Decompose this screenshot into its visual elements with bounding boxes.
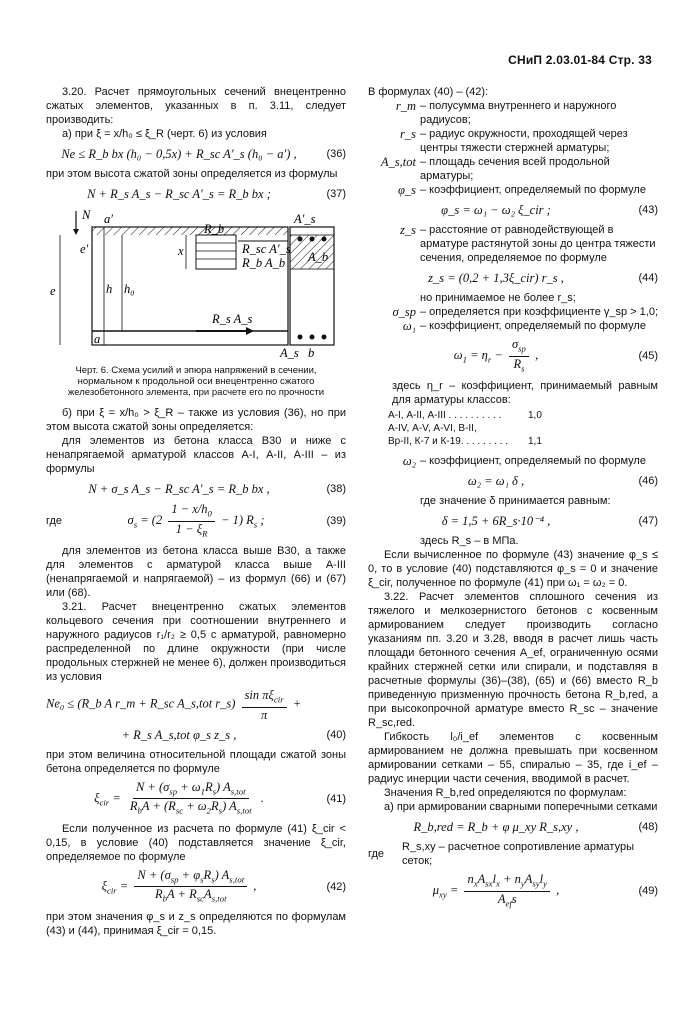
definition-sigma (368, 305, 658, 333)
def-astot-symbol: A_s,tot (380, 155, 416, 169)
if-43-text: Если вычисленное по формуле (43) значение φ_s ≤ 0, то в условие (40) подставляются φ_s = 0 и значение ξ_cir, полученное по формуле (41) при ω₁ = ω₂ = 0. (368, 549, 658, 589)
case-b-text: б) при ξ = x/h₀ > ξ_R – также из условия (36), но при этом высота сжатой зоны определяется: (46, 407, 346, 433)
equation-36-number: (36) (326, 148, 346, 160)
where-label: где (46, 515, 63, 527)
equation-44-body: z_s = (0,2 + 1,3ξ_cir) r_s , (428, 271, 564, 285)
equation-44 (368, 269, 658, 287)
equation-40 (46, 688, 346, 722)
here-rs-text: здесь R_s – в МПа. (420, 535, 519, 547)
equation-41 (46, 780, 346, 818)
def-sigma-symbol: σ_sp (392, 305, 416, 319)
equation-39-number: (39) (326, 515, 346, 527)
values-text: Значения R_b,red определяются по формулам: (384, 787, 627, 799)
label-x: x (178, 244, 184, 258)
equation-39 (46, 502, 346, 540)
equation-41-number: (41) (326, 792, 346, 805)
equation-39-body: $\sigma_s = (2$ $\frac{1 - x/h_0}{1 - \xi_R}$ − 1) $R_s$ ; (127, 502, 265, 538)
section-3-21: 3.21. Расчет внецентренно сжатых элементов кольцевого сечения при соотношении внутреннего и наружного радиусов r₁/r₂ ≥ 0,5 с арматурой, равномерно распределенной по длине окружности (при числе продольных стержней не менее 6), должен производиться из условия (46, 601, 346, 683)
section-3-22: 3.22. Расчет элементов сплошного сечения из тяжелого и мелкозернистого бетонов с косвенным армированием следует производить согласно указаниям пп. 3.20 и 3.28, вводя в расчет лишь часть площади бетонного сечения A_ef, ограниченную осями крайних стержней сетки или спирали, и подставляя в расчетные формулы (36)–(38), (65) и (66) вместо R_b приведенную призменную прочность бетона R_b,red, а при высокопрочной арматуре вместо R_sc – значение R_sc,red. (368, 591, 658, 729)
label-n: N (82, 209, 91, 222)
def-rm-symbol: r_m (395, 99, 416, 113)
equation-48-number: (48) (638, 821, 658, 833)
label-as-prime: A′_s (294, 212, 316, 226)
equation-40-part-a: Ne₀ ≤ (R_b A r_m + R_sc A_s,tot r_s) (46, 696, 236, 711)
case-a-mesh-text: а) при армировании сварными поперечными сетками (384, 801, 658, 813)
right-column (368, 85, 658, 914)
def-zs-text: – расстояние от равнодействующей в арматуре растянутой зоны до центра тяжести сечения, определяемое по формуле (420, 224, 656, 264)
label-e: e (50, 284, 56, 298)
table-row: А-IV, А-V, А-VI, В-II, (388, 423, 477, 434)
label-rsc-as: R_sc A′_s (242, 242, 291, 256)
equation-49-number: (49) (638, 885, 658, 897)
table-row: Вр-II, К-7 и К-19. . . . . . . . . 1,1 (388, 436, 542, 447)
equation-47-number: (47) (638, 515, 658, 527)
equation-48 (368, 818, 658, 836)
for-b30-text: для элементов из бетона класса В30 и ниже с ненапрягаемой арматурой классов А-I, А-II, А-III – из формулы (46, 435, 346, 475)
def-zs-symbol: z_s (400, 223, 416, 237)
where-delta-text: где значение δ принимается равным: (420, 495, 611, 507)
if-41-text: Если полученное из расчета по формуле (41) ξ_cir < 0,15, в условие (40) подставляется значение ξ_cir, определяемое по формуле (46, 822, 346, 863)
equation-47 (368, 512, 658, 530)
equation-37-number: (37) (326, 188, 346, 200)
label-e-prime: e′ (80, 242, 89, 256)
equation-45-number: (45) (638, 350, 658, 362)
label-rb-ab: R_b A_b (242, 256, 286, 270)
equation-36-body: Ne ≤ R_b bx (h₀ − 0,5x) + R_sc A′_s (h₀ − a′) , (61, 147, 297, 161)
def-phis-symbol: φ_s (397, 183, 416, 197)
label-h0: h₀ (124, 282, 135, 296)
label-rs-as: R_s A_s (212, 312, 253, 326)
equation-40-body: Ne₀ ≤ (R_b A r_m + R_sc A_s,tot r_s) $\frac{\sin \pi\xi_{cir}}{\pi}$ + (46, 688, 302, 722)
after-36-text: при этом высота сжатой зоны определяется из формулы (46, 168, 338, 180)
final-left-text: при этом значения φ_s и z_s определяются по формулам (43) и (44), принимая ξ_cir = 0,15. (46, 910, 346, 937)
equation-43-number: (43) (638, 204, 658, 216)
for-above-b30-text: для элементов из бетона класса выше В30, а также для элементов с арматурой класса выше А-III (ненапрягаемой и напрягаемой) – из формул (66) и (67) или (68). (46, 545, 346, 599)
page-header: СНиП 2.03.01-84 Стр. 33 (508, 53, 652, 67)
equation-49 (368, 872, 658, 910)
equation-40-part-b: + R_s A_s,tot φ_s z_s , (121, 727, 237, 742)
equation-40-number: (40) (326, 728, 346, 741)
def-sigma-text: – определяется при коэффициенте γ_sp > 1,0; (420, 306, 658, 318)
def-w2-symbol: ω₂ (402, 454, 416, 468)
equation-36 (46, 145, 346, 163)
flexibility-text: Гибкость l₀/i_ef элементов с косвенным армированием не должна превышать при косвенном армировании сетками – 55, спиралью – 35, где i_ef – радиус инерции части сечения, вводимой в расчет. (368, 731, 658, 785)
def-rm-text: – полусумма внутреннего и наружного радиусов; (420, 100, 617, 126)
def-w1-text: – коэффициент, определяемый по формуле (420, 320, 646, 332)
definitions-list (368, 99, 658, 197)
equation-46 (368, 472, 658, 490)
def-rs-text: – радиус окружности, проходящей через центры тяжести стержней арматуры; (420, 128, 628, 154)
figure-6-caption: Черт. 6. Схема усилий и эпюра напряжений в сечении, нормальном к продольной оси внецентренно сжатого железобетонного элемента, при расчете его по прочности (67, 365, 325, 398)
left-column (46, 85, 346, 938)
stress-block (196, 235, 236, 269)
label-b: b (308, 346, 315, 359)
equation-46-body: ω₂ = ω₁ δ , (467, 474, 525, 488)
table-row: А-I, А-II, А-III . . . . . . . . . . 1,0 (388, 410, 542, 421)
equation-48-body: R_b,red = R_b + φ μ_xy R_s,xy , (413, 820, 579, 834)
label-rb: R_b (204, 222, 225, 236)
label-a-prime: a′ (104, 212, 113, 226)
figure-6 (46, 209, 346, 398)
def-w1-symbol: ω₁ (402, 319, 416, 333)
def-astot-text: – площадь сечения всей продольной арматуры; (420, 156, 610, 182)
def-rs-symbol: r_s (400, 127, 416, 141)
label-h: h (106, 282, 113, 296)
label-a: a (94, 332, 101, 346)
equation-38-number: (38) (326, 483, 346, 495)
equation-38 (46, 480, 346, 498)
definition-w2 (368, 454, 658, 468)
where-rsxy-line (368, 840, 658, 868)
here-eta-text: здесь η_r – коэффициент, принимаемый равным для арматуры классов: (392, 380, 658, 406)
def-phis-text: – коэффициент, определяемый по формуле (420, 184, 646, 196)
equation-46-number: (46) (638, 475, 658, 487)
equation-41-body: $\xi_{cir}$ = $\frac{N + (\sigma_{sp} + \omega_1R_s) A_{s,tot}}{R_bA + (R_{sc} + \omega_2R_s) A_{s,tot}}$ . (94, 779, 264, 816)
case-a-text: а) при ξ = x/h₀ ≤ ξ_R (черт. 6) из условия (62, 128, 267, 140)
def-rsxy-text: R_s,xy – расчетное сопротивление арматуры сеток; (402, 841, 634, 867)
equation-44-number: (44) (638, 272, 658, 284)
not-more-text: но принимаемое не более r_s; (420, 292, 576, 304)
equation-42 (46, 868, 346, 906)
after-40-text: при этом величина относительной площади сжатой зоны бетона определяется по формуле (46, 748, 346, 775)
equation-42-number: (42) (326, 880, 346, 893)
equation-49-body: $\mu_{xy}$ = $\frac{n_xA_{sx}l_x + n_yA_{sy}l_y}{A_{ef}s}$ , (432, 872, 560, 908)
section-3-20: 3.20. Расчет прямоугольных сечений внецентренно сжатых элементов, указанных в п. 3.11, следует производить: (46, 86, 346, 126)
equation-47-body: δ = 1,5 + 6R_s·10⁻⁴ , (441, 514, 551, 528)
label-ab: A_b (308, 250, 329, 264)
where-label-right: где (368, 848, 385, 860)
def-w2-text: – коэффициент, определяемый по формуле (420, 455, 646, 467)
equation-37-body: N + R_s A_s − R_sc A′_s = R_b bx ; (87, 187, 271, 201)
definition-zs (368, 223, 658, 265)
label-as: A_s (280, 346, 299, 359)
equation-40-line-2 (46, 726, 346, 744)
equation-38-body: N + σ_s A_s − R_sc A′_s = R_b bx , (88, 482, 270, 496)
eta-table (368, 409, 658, 448)
formulas-intro: В формулах (40) – (42): (368, 86, 489, 98)
equation-42-body: $\xi_{cir}$ = $\frac{N + (\sigma_{sp} + \varphi_sR_s) A_{s,tot}}{R_bA + R_{sc}A_{s,tot}}$ , (101, 867, 257, 904)
equation-45-body: $\omega_1 = \eta_r$ − $\frac{\sigma_{sp}}{R_s}$ , (453, 337, 539, 373)
equation-37 (46, 185, 346, 203)
equation-45 (368, 337, 658, 375)
figure-6-diagram (46, 209, 346, 359)
equation-43 (368, 201, 658, 219)
equation-43-body: φ_s = ω₁ − ω₂ ξ_cir ; (441, 203, 551, 217)
